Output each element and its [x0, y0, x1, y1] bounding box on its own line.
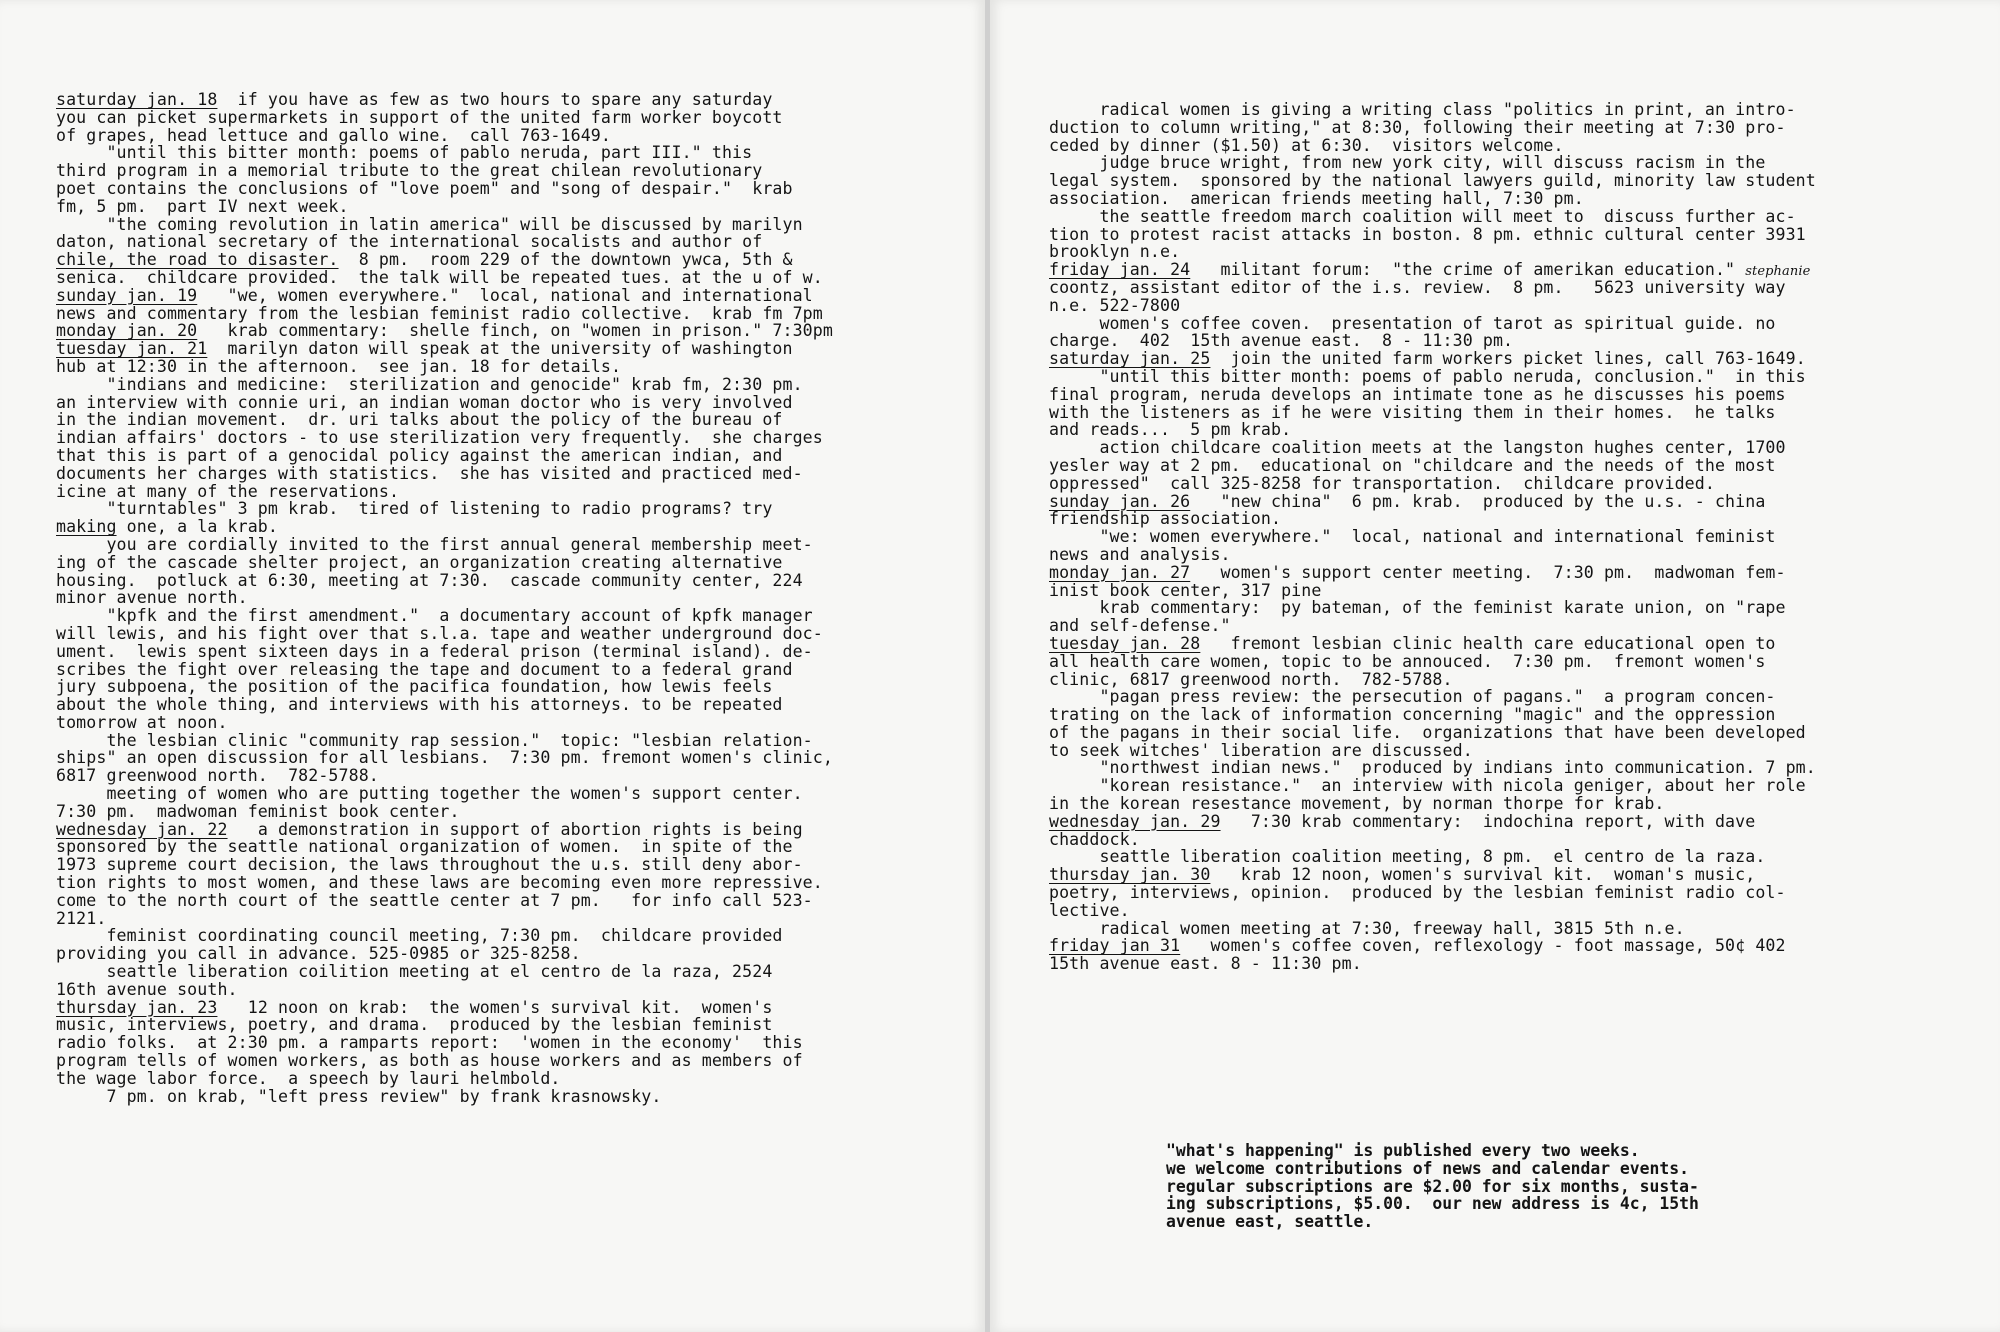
text-line — [1049, 564, 1989, 582]
text-line — [1049, 475, 1989, 493]
text-line — [56, 607, 976, 625]
text-line — [56, 927, 976, 945]
line-text: "the coming revolution in latin america" will be discussed by marilyn — [56, 214, 803, 234]
text-line — [1049, 582, 1989, 600]
line-text: tion to protest racist attacks in boston. 8 pm. ethnic cultural center 3931 — [1049, 224, 1806, 244]
text-line — [56, 518, 976, 536]
text-line — [1049, 226, 1989, 244]
text-line — [56, 233, 976, 251]
line-text: "kpfk and the first amendment." a documentary account of kpfk manager — [56, 606, 813, 626]
text-line — [1049, 813, 1989, 831]
text-line — [56, 999, 976, 1017]
text-line — [1049, 279, 1989, 297]
line-text: music, interviews, poetry, and drama. produced by the lesbian feminist — [56, 1015, 773, 1035]
line-text: you can picket supermarkets in support of the united farm worker boycott — [56, 107, 783, 127]
right-page — [990, 0, 2000, 1332]
text-line — [56, 394, 976, 412]
text-line — [56, 127, 976, 145]
date-heading: monday jan. 20 — [56, 321, 198, 341]
text-line — [56, 429, 976, 447]
text-line — [56, 910, 976, 928]
line-text: 16th avenue south. — [56, 979, 238, 999]
text-line — [1049, 439, 1989, 457]
date-heading: making — [56, 517, 117, 537]
line-text: fm, 5 pm. part IV next week. — [56, 196, 349, 216]
line-text: that this is part of a genocidal policy against the american indian, and — [56, 445, 783, 465]
text-line — [1049, 546, 1989, 564]
line-text: "until this bitter month: poems of pablo neruda, part III." this — [56, 143, 753, 163]
publication-notice — [1166, 1142, 1699, 1231]
line-text: to seek witches' liberation are discussed. — [1049, 740, 1473, 760]
line-text: documents her charges with statistics. she has visited and practiced med- — [56, 463, 803, 483]
line-text: meeting of women who are putting together the women's support center. — [56, 784, 803, 804]
line-text: 6817 greenwood north. 782-5788. — [56, 766, 379, 786]
line-text: charge. 402 15th avenue east. 8 - 11:30 pm. — [1049, 331, 1514, 351]
date-heading: sunday jan. 19 — [56, 285, 198, 305]
line-text: krab 12 noon, women's survival kit. woman's music, — [1210, 865, 1756, 885]
line-text: third program in a memorial tribute to the great chilean revolutionary — [56, 161, 763, 181]
date-heading: friday jan 31 — [1049, 936, 1181, 956]
line-text: a demonstration in support of abortion rights is being — [227, 819, 803, 839]
text-line — [56, 411, 976, 429]
line-text: you are cordially invited to the first annual general membership meet- — [56, 534, 813, 554]
line-text: krab commentary: shelle finch, on "women in prison." 7:30pm — [197, 321, 833, 341]
line-text: "northwest indian news." produced by indians into communication. 7 pm. — [1049, 758, 1816, 778]
line-text: 7 pm. on krab, "left press review" by frank krasnowsky. — [56, 1086, 662, 1106]
text-line — [56, 1016, 976, 1034]
text-line — [1049, 795, 1989, 813]
line-text: militant forum: "the crime of amerikan education." — [1190, 260, 1746, 280]
line-text: sponsored by the seattle national organization of women. in spite of the — [56, 837, 793, 857]
text-line — [1049, 653, 1989, 671]
line-text: all health care women, topic to be annouced. 7:30 pm. fremont women's — [1049, 651, 1766, 671]
line-text: lective. — [1049, 900, 1130, 920]
text-line — [1049, 368, 1989, 386]
line-text: in the indian movement. dr. uri talks about the policy of the bureau of — [56, 410, 783, 430]
line-text: tomorrow at noon. — [56, 712, 228, 732]
text-line — [56, 732, 976, 750]
text-line — [1049, 955, 1989, 973]
text-line — [56, 696, 976, 714]
line-text: n.e. 522-7800 — [1049, 295, 1181, 315]
line-text: ships" an open discussion for all lesbians. 7:30 pm. fremont women's clinic, — [56, 748, 833, 768]
text-line — [1049, 350, 1989, 368]
text-line — [56, 945, 976, 963]
line-text: and self-defense." — [1049, 616, 1231, 636]
line-text: an interview with connie uri, an indian woman doctor who is very involved — [56, 392, 793, 412]
date-heading: saturday jan. 25 — [1049, 349, 1211, 369]
line-text: final program, neruda develops an intimate tone as he discusses his poems — [1049, 384, 1786, 404]
line-text: daton, national secretary of the international socalists and author of — [56, 232, 763, 252]
text-line — [56, 358, 976, 376]
text-line — [1049, 510, 1989, 528]
text-line — [56, 981, 976, 999]
line-text: women's support center meeting. 7:30 pm. madwoman fem- — [1190, 562, 1786, 582]
text-line — [1049, 137, 1989, 155]
line-text: with the listeners as if he were visiting them in their homes. he talks — [1049, 402, 1776, 422]
line-text: come to the north court of the seattle center at 7 pm. for info call 523- — [56, 890, 813, 910]
line-text: hub at 12:30 in the afternoon. see jan. 18 for details. — [56, 356, 622, 376]
text-line — [1049, 848, 1989, 866]
text-line — [1049, 332, 1989, 350]
text-line — [56, 661, 976, 679]
text-line — [56, 803, 976, 821]
text-line — [56, 180, 976, 198]
line-text: poetry, interviews, opinion. produced by the lesbian feminist radio col- — [1049, 883, 1786, 903]
line-text: association. american friends meeting hall, 7:30 pm. — [1049, 188, 1584, 208]
text-line — [56, 678, 976, 696]
text-line — [1049, 528, 1989, 546]
footer-line: avenue east, seattle. — [1166, 1212, 1374, 1232]
text-line — [56, 340, 976, 358]
line-text: ceded by dinner ($1.50) at 6:30. visitors welcome. — [1049, 135, 1564, 155]
line-text: ing of the cascade shelter project, an organization creating alternative — [56, 552, 783, 572]
date-heading: wednesday jan. 29 — [1049, 811, 1221, 831]
date-heading: thursday jan. 23 — [56, 997, 218, 1017]
text-line — [1049, 635, 1989, 653]
text-line — [1049, 599, 1989, 617]
text-line — [56, 162, 976, 180]
text-line — [1049, 759, 1989, 777]
text-line — [1049, 724, 1989, 742]
text-line — [56, 785, 976, 803]
date-heading: tuesday jan. 28 — [1049, 633, 1201, 653]
line-text: legal system. sponsored by the national lawyers guild, minority law student — [1049, 171, 1816, 191]
date-heading: thursday jan. 30 — [1049, 865, 1211, 885]
date-heading: wednesday jan. 22 — [56, 819, 228, 839]
line-text: ument. lewis spent sixteen days in a federal prison (terminal island). de- — [56, 641, 813, 661]
text-line — [1049, 706, 1989, 724]
text-line — [1049, 243, 1989, 261]
text-line — [1049, 884, 1989, 902]
line-text: senica. childcare provided. the talk will be repeated tues. at the u of w. — [56, 267, 823, 287]
text-line — [56, 749, 976, 767]
text-line — [56, 144, 976, 162]
line-text: inist book center, 317 pine — [1049, 580, 1322, 600]
date-heading: chile, the road to disaster. — [56, 250, 339, 270]
text-line — [56, 376, 976, 394]
line-text: icine at many of the reservations. — [56, 481, 400, 501]
text-line — [56, 821, 976, 839]
text-line — [56, 714, 976, 732]
line-text: the wage labor force. a speech by lauri helmbold. — [56, 1068, 561, 1088]
text-line — [56, 643, 976, 661]
line-text: of the pagans in their social life. organizations that have been developed — [1049, 722, 1806, 742]
line-text: "we: women everywhere." local, national and international feminist — [1049, 527, 1776, 547]
text-line — [56, 554, 976, 572]
line-text: "new china" 6 pm. krab. produced by the u.s. - china — [1190, 491, 1766, 511]
text-line — [56, 465, 976, 483]
line-text: "turntables" 3 pm krab. tired of listening to radio programs? try — [56, 499, 773, 519]
text-line — [56, 216, 976, 234]
text-line — [1049, 671, 1989, 689]
line-text: action childcare coalition meets at the langston hughes center, 1700 — [1049, 438, 1786, 458]
line-text: will lewis, and his fight over that s.l.a. tape and weather underground doc- — [56, 623, 823, 643]
line-text: radical women meeting at 7:30, freeway hall, 3815 5th n.e. — [1049, 918, 1685, 938]
text-line — [56, 447, 976, 465]
text-line — [56, 536, 976, 554]
line-text: poet contains the conclusions of "love poem" and "song of despair." krab — [56, 178, 793, 198]
text-line — [56, 1070, 976, 1088]
line-text: "we, women everywhere." local, national and international — [197, 285, 813, 305]
line-text: chaddock. — [1049, 829, 1140, 849]
date-heading: monday jan. 27 — [1049, 562, 1191, 582]
text-line — [1049, 261, 1989, 279]
line-text: seattle liberation coilition meeting at el centro de la raza, 2524 — [56, 962, 773, 982]
text-line — [56, 1052, 976, 1070]
line-text: news and commentary from the lesbian feminist radio collective. krab fm 7pm — [56, 303, 823, 323]
line-text: women's coffee coven, reflexology - foot massage, 50¢ 402 — [1180, 936, 1786, 956]
text-line — [56, 1034, 976, 1052]
text-line — [1049, 297, 1989, 315]
line-text: jury subpoena, the position of the pacifica foundation, how lewis feels — [56, 677, 773, 697]
text-line — [56, 500, 976, 518]
line-text: join the united farm workers picket lines, call 763-1649. — [1210, 349, 1806, 369]
text-line — [1049, 493, 1989, 511]
text-line — [56, 963, 976, 981]
text-line — [56, 305, 976, 323]
text-line — [1049, 777, 1989, 795]
text-line — [1049, 920, 1989, 938]
line-text: friendship association. — [1049, 509, 1282, 529]
text-line — [1049, 902, 1989, 920]
line-text: women's coffee coven. presentation of tarot as spiritual guide. no — [1049, 313, 1776, 333]
text-line — [1049, 831, 1989, 849]
text-line — [56, 251, 976, 269]
line-text: scribes the fight over releasing the tape and document to a federal grand — [56, 659, 793, 679]
line-text: brooklyn n.e. — [1049, 242, 1181, 262]
line-text: oppressed" call 325-8258 for transportation. childcare provided. — [1049, 473, 1715, 493]
line-text: 7:30 krab commentary: indochina report, with dave — [1220, 811, 1756, 831]
line-text: radical women is giving a writing class "politics in print, an intro- — [1049, 100, 1796, 119]
text-line — [56, 838, 976, 856]
text-line — [56, 856, 976, 874]
text-line — [56, 874, 976, 892]
line-text: clinic, 6817 greenwood north. 782-5788. — [1049, 669, 1453, 689]
line-text: "until this bitter month: poems of pablo neruda, conclusion." in this — [1049, 366, 1806, 386]
left-page — [0, 0, 985, 1332]
text-line — [1049, 404, 1989, 422]
line-text: duction to column writing," at 8:30, following their meeting at 7:30 pro- — [1049, 117, 1786, 137]
text-line — [1049, 866, 1989, 884]
text-line — [1049, 190, 1989, 208]
line-text: 2121. — [56, 908, 107, 928]
line-text: feminist coordinating council meeting, 7:30 pm. childcare provided — [56, 926, 783, 946]
text-line — [1049, 937, 1989, 955]
line-text: indian affairs' doctors - to use sterilization very frequently. she charges — [56, 428, 823, 448]
line-text: in the korean resestance movement, by norman thorpe for krab. — [1049, 794, 1665, 814]
line-text: minor avenue north. — [56, 588, 248, 608]
text-line — [1049, 457, 1989, 475]
line-text: fremont lesbian clinic health care educational open to — [1200, 633, 1776, 653]
line-text: krab commentary: py bateman, of the feminist karate union, on "rape — [1049, 598, 1786, 618]
line-text: 1973 supreme court decision, the laws throughout the u.s. still deny abor- — [56, 855, 803, 875]
line-text: 12 noon on krab: the women's survival kit. women's — [217, 997, 773, 1017]
line-text: radio folks. at 2:30 pm. a ramparts report: 'women in the economy' this — [56, 1033, 803, 1053]
text-line — [56, 287, 976, 305]
text-line — [56, 269, 976, 287]
text-line — [1049, 101, 1989, 119]
text-line — [56, 109, 976, 127]
line-text: 7:30 pm. madwoman feminist book center. — [56, 801, 460, 821]
line-text: about the whole thing, and interviews with his attorneys. to be repeated — [56, 695, 783, 715]
line-text: the lesbian clinic "community rap session." topic: "lesbian relation- — [56, 730, 813, 750]
line-text: housing. potluck at 6:30, meeting at 7:30. cascade community center, 224 — [56, 570, 803, 590]
text-line — [56, 322, 976, 340]
footer-line: ing subscriptions, $5.00. our new address is 4c, 15th — [1166, 1194, 1699, 1214]
footer-line: "what's happening" is published every two weeks. — [1166, 1141, 1640, 1160]
text-line — [1049, 421, 1989, 439]
text-line — [56, 483, 976, 501]
right-calendar-column — [1049, 101, 1989, 973]
text-line — [1049, 154, 1989, 172]
line-text: "pagan press review: the persecution of pagans." a program concen- — [1049, 687, 1776, 707]
line-text: 15th avenue east. 8 - 11:30 pm. — [1049, 954, 1362, 974]
text-line — [1049, 742, 1989, 760]
text-line — [56, 198, 976, 216]
date-heading: tuesday jan. 21 — [56, 339, 208, 359]
text-line — [56, 1088, 976, 1106]
line-text: the seattle freedom march coalition will meet to discuss further ac- — [1049, 206, 1796, 226]
text-line — [56, 572, 976, 590]
text-line — [1049, 119, 1989, 137]
line-text: trating on the lack of information concerning "magic" and the oppression — [1049, 705, 1776, 725]
left-calendar-column — [56, 91, 976, 1105]
handwritten-note: stephanie — [1745, 264, 1811, 280]
line-text: "indians and medicine: sterilization and genocide" krab fm, 2:30 pm. — [56, 374, 803, 394]
text-line — [1049, 315, 1989, 333]
line-text: news and analysis. — [1049, 544, 1231, 564]
line-text: one, a la krab. — [116, 517, 278, 537]
text-line — [56, 589, 976, 607]
line-text: if you have as few as two hours to spare any saturday — [217, 90, 773, 109]
line-text: 8 pm. room 229 of the downtown ywca, 5th & — [338, 250, 793, 270]
line-text: tion rights to most women, and these laws are becoming even more repressive. — [56, 873, 823, 893]
date-heading: saturday jan. 18 — [56, 90, 218, 109]
line-text: and reads... 5 pm krab. — [1049, 420, 1292, 440]
date-heading: friday jan. 24 — [1049, 260, 1191, 280]
text-line — [56, 767, 976, 785]
text-line — [1049, 208, 1989, 226]
text-line — [1049, 617, 1989, 635]
text-line — [1049, 172, 1989, 190]
line-text: marilyn daton will speak at the university of washington — [207, 339, 793, 359]
text-line — [56, 892, 976, 910]
line-text: judge bruce wright, from new york city, will discuss racism in the — [1049, 153, 1766, 173]
text-line — [56, 625, 976, 643]
line-text: program tells of women workers, as both as house workers and as members of — [56, 1051, 803, 1071]
line-text: providing you call in advance. 525-0985 or 325-8258. — [56, 944, 581, 964]
line-text: seattle liberation coalition meeting, 8 pm. el centro de la raza. — [1049, 847, 1766, 867]
text-line — [56, 91, 976, 109]
date-heading: sunday jan. 26 — [1049, 491, 1191, 511]
text-line — [1049, 386, 1989, 404]
line-text: "korean resistance." an interview with nicola geniger, about her role — [1049, 776, 1806, 796]
footer-line: regular subscriptions are $2.00 for six months, susta- — [1166, 1176, 1699, 1196]
text-line — [1049, 688, 1989, 706]
line-text: coontz, assistant editor of the i.s. review. 8 pm. 5623 university way — [1049, 277, 1786, 297]
line-text: yesler way at 2 pm. educational on "childcare and the needs of the most — [1049, 455, 1776, 475]
footer-line: we welcome contributions of news and calendar events. — [1166, 1158, 1690, 1178]
line-text: of grapes, head lettuce and gallo wine. call 763-1649. — [56, 125, 611, 145]
